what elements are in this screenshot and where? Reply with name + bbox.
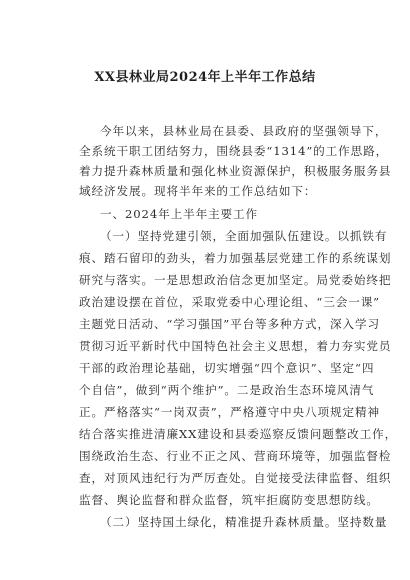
body-line-10: 贯彻习近平新时代中国特色社会主义思想，着力夯实党员 xyxy=(79,339,392,353)
body-line-2: 全系统干职工团结努力，围绕县委“1314”的工作思路， xyxy=(79,144,389,158)
body-line-9: 主题党日活动、“学习强国”平台等多种方式，深入学习 xyxy=(79,317,381,331)
body-line-8: 政治建设摆在首位，采取党委中心理论组、“三会一课” xyxy=(79,295,381,309)
body-line-4: 域经济发展。现将半年来的工作总结如下： xyxy=(79,184,317,198)
body-line-7: 研究与落实。一是思想政治信念更加坚定。局党委始终把 xyxy=(79,273,392,287)
body-line-6: 痕、踏石留印的劲头，着力加强基层党建工作的系统谋划 xyxy=(79,251,392,265)
body-line-5: （一）坚持党建引领，全面加强队伍建设。以抓铁有 xyxy=(100,229,388,243)
body-line-14: 结合落实推进清廉XX建设和县委巡察反馈问题整改工作， xyxy=(79,427,398,441)
body-line-1: 今年以来，县林业局在县委、县政府的坚强领导下， xyxy=(100,124,388,138)
body-line-12: 个自信”，做到“两个维护”。二是政治生态环境风清气 xyxy=(79,383,375,397)
document-title: XX县林业局2024年上半年工作总结 xyxy=(94,70,316,85)
section-heading-1: 一、2024年上半年主要工作 xyxy=(100,207,259,221)
body-line-15: 围绕政治生态、行业不正之风、营商环境等，加强监督检 xyxy=(79,449,392,463)
body-line-17: 监督、舆论监督和群众监督，筑牢拒腐防变思想防线。 xyxy=(79,493,379,507)
body-line-11: 干部的政治理论基础，切实增强“四个意识”、坚定“四 xyxy=(79,361,375,375)
body-line-13: 正。严格落实“一岗双责”，严格遵守中央八项规定精神 xyxy=(79,405,381,419)
body-line-16: 查，对顶风违纪行为严厉查处。自觉接受法律监督、组织 xyxy=(79,471,392,485)
body-line-18: （二）坚持国土绿化，精准提升森林质量。坚持数量 xyxy=(100,515,388,529)
body-line-3: 着力提升森林质量和强化林业资源保护，积极服务服务县 xyxy=(79,164,392,178)
